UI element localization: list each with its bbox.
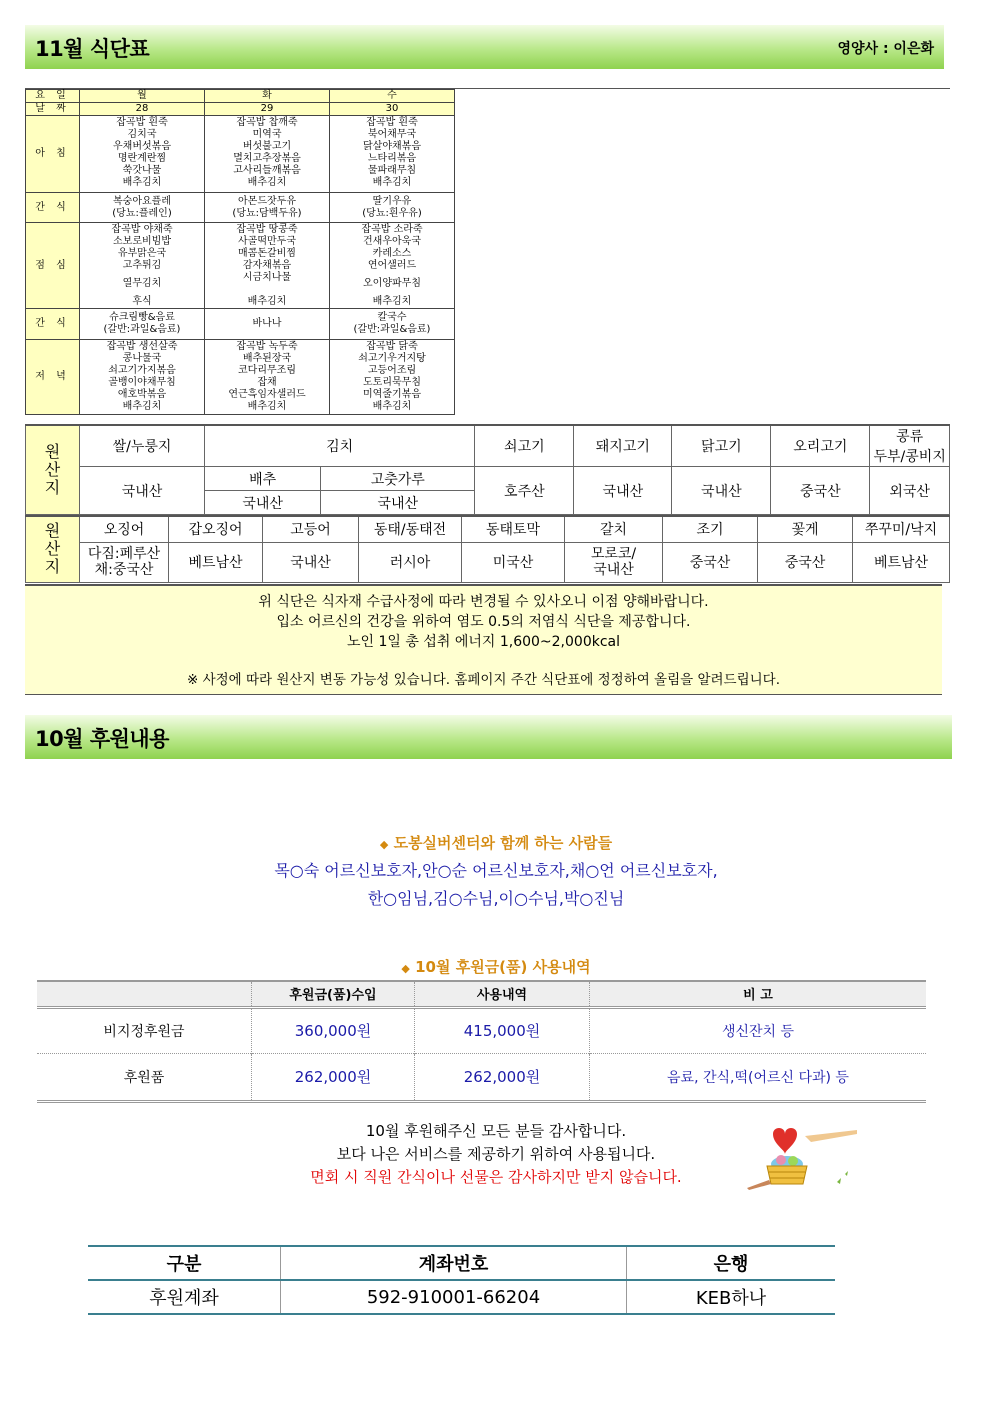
notice-line: 위 식단은 식자재 수급사정에 따라 변경될 수 있사오니 이점 양해바랍니다.: [258, 594, 709, 610]
account-col-header: 은행: [627, 1246, 836, 1280]
donation-col-header: [37, 981, 252, 1007]
origin-item-value: 베트남산: [853, 542, 950, 582]
meal-label-dinner: 저 녁: [26, 340, 80, 415]
origin-item-name: 쭈꾸미/낙지: [853, 516, 950, 542]
day-mon: 월: [80, 90, 205, 103]
notice-line: 노인 1일 총 섭취 에너지 1,600~2,000kcal: [346, 634, 621, 650]
notice-line: 입소 어르신의 건강을 위하여 염도 0.5의 저염식 식단을 제공합니다.: [276, 614, 691, 630]
origin-item-name: 갑오징어: [169, 516, 263, 542]
origin-table-meat: [25, 424, 950, 515]
meal-cell: 잡곡밥 찹깨죽 미역국 버섯불고기 멸치고추장볶음 고사리들깨볶음 배추김치: [205, 116, 330, 193]
support-header-banner: [25, 715, 952, 759]
donation-table: [37, 980, 926, 1103]
origin-item-name: 돼지고기: [574, 425, 672, 467]
origin-kimchi-cabbage-value: 국내산: [205, 491, 321, 515]
meal-cell: 잡곡밥 땅콩죽 사골떡만두국 매콤돈갈비찜 감자채볶음 시금치나물 배추김치: [205, 223, 330, 309]
meal-cell: 잡곡밥 야채죽 소보로비빔밥 유부맑은국 고추튀김 열무김치 후식: [80, 223, 205, 309]
day-label: 요 일: [26, 90, 80, 103]
meal-cell: 잡곡밥 닭죽 쇠고기우거지탕 고등어조림 도토리묵무침 미역줄기볶음 배추김치: [330, 340, 455, 415]
origin-item-value: 국내산: [574, 467, 672, 515]
thanks-line: 보다 나은 서비스를 제공하기 위하여 사용됩니다.: [336, 1145, 656, 1163]
meal-cell: 슈크림빵&음료 (갈반:과일&음료): [80, 309, 205, 340]
section-title: 10월 후원내용: [35, 727, 169, 751]
thanks-line: 면회 시 직원 간식이나 선물은 감사하지만 받지 않습니다.: [310, 1168, 682, 1186]
notice-line: ※ 사정에 따라 원산지 변동 가능성 있습니다. 홈페이지 주간 식단표에 정정하여 올림을 알려드립니다.: [186, 672, 781, 688]
meal-cell: 잡곡밥 생선살죽 콩나물국 쇠고기가지볶음 골뱅이야채무침 애호박볶음 배추김치: [80, 340, 205, 415]
donation-col-header: 사용내역: [415, 981, 590, 1007]
date-tue: 29: [205, 103, 330, 116]
donation-note: 음료, 간식,떡(어르신 다과) 등: [590, 1053, 927, 1101]
account-col-header: 구분: [166, 1254, 202, 1275]
origin-item-name: 닭고기: [672, 425, 771, 467]
origin-item-name: 오리고기: [771, 425, 870, 467]
diamond-bullet-icon: ◆: [401, 962, 410, 975]
origin-bean-value: 외국산: [870, 467, 950, 515]
account-table: [88, 1245, 835, 1315]
origin-bean-name: 콩류 두부/콩비지: [870, 425, 950, 467]
day-wed: 수: [330, 90, 455, 103]
account-type: 후원계좌: [149, 1288, 219, 1309]
origin-rice-value: 국내산: [80, 467, 205, 515]
origin-item-name: 고등어: [263, 516, 359, 542]
donation-note: 생신잔치 등: [590, 1007, 927, 1053]
origin-item-name: 오징어: [80, 516, 169, 542]
donation-heading: ◆ 10월 후원금(품) 사용내역: [401, 958, 591, 976]
meal-label-snack-pm: 간 식: [26, 309, 80, 340]
origin-item-value: 중국산: [771, 467, 870, 515]
meal-cell: 아몬드잣두유 (당뇨:담백두유): [205, 193, 330, 223]
origin-side-label: 원 산 지: [26, 516, 80, 582]
donation-income: 262,000원: [252, 1053, 415, 1101]
origin-item-name: 조기: [663, 516, 758, 542]
origin-item-value: 국내산: [263, 542, 359, 582]
diamond-bullet-icon: ◆: [379, 838, 389, 851]
account-bank: KEB하나: [627, 1280, 836, 1314]
account-number: 592-910001-66204: [281, 1280, 627, 1314]
meal-label-snack-am: 간 식: [26, 193, 80, 223]
day-tue: 화: [205, 90, 330, 103]
meal-table: [25, 89, 455, 415]
menu-notice: [25, 584, 942, 695]
meal-cell: 바나나: [205, 309, 330, 340]
donation-row-label: 후원품: [123, 1069, 165, 1086]
origin-item-value: 다짐:페루산 채:중국산: [80, 542, 169, 582]
origin-kimchi-cabbage: 배추: [205, 467, 321, 491]
meal-cell: 잡곡밥 소라죽 건새우아욱국 카레소스 연어샐러드 오이양파무침 배추김치: [330, 223, 455, 309]
date-mon: 28: [80, 103, 205, 116]
supporters-line: 목○숙 어르신보호자,안○순 어르신보호자,채○언 어르신보호자,: [274, 861, 718, 880]
origin-item-value: 미국산: [462, 542, 565, 582]
date-wed: 30: [330, 103, 455, 116]
meal-cell: 딸기우유 (당뇨:흰우유): [330, 193, 455, 223]
account-col-header: 계좌번호: [281, 1246, 627, 1280]
dietitian-label: 영양사 : 이은화: [837, 41, 934, 57]
date-label: 날 짜: [26, 103, 80, 116]
origin-item-value: 중국산: [663, 542, 758, 582]
donation-usage: 262,000원: [415, 1053, 590, 1101]
origin-rice-name: 쌀/누룽지: [80, 425, 205, 467]
origin-item-name: 동태/동태전: [359, 516, 462, 542]
origin-item-name: 쇠고기: [475, 425, 574, 467]
donation-col-header: 비 고: [590, 981, 927, 1007]
origin-item-value: 베트남산: [169, 542, 263, 582]
meal-cell: 복숭아요플레 (당뇨:플레인): [80, 193, 205, 223]
origin-kimchi-name: 김치: [205, 425, 475, 467]
origin-item-name: 갈치: [565, 516, 663, 542]
supporters-heading: ◆ 도봉실버센터와 함께 하는 사람들: [379, 834, 613, 852]
origin-item-value: 러시아: [359, 542, 462, 582]
meal-label-breakfast: 아 침: [26, 116, 80, 193]
origin-kimchi-pepper: 고춧가루: [321, 467, 475, 491]
meal-label-lunch: 점 심: [26, 223, 80, 309]
donation-col-header: 후원금(품)수입: [252, 981, 415, 1007]
donation-income: 360,000원: [252, 1007, 415, 1053]
origin-item-name: 동태토막: [462, 516, 565, 542]
origin-table-seafood: [25, 515, 950, 583]
page-title: 11월 식단표: [35, 37, 150, 61]
meal-cell: 잡곡밥 녹두죽 배추된장국 코다리무조림 잡채 연근흑임자샐러드 배추김치: [205, 340, 330, 415]
gift-basket-illustration: [745, 1124, 860, 1192]
origin-item-name: 꽃게: [758, 516, 853, 542]
origin-item-value: 국내산: [672, 467, 771, 515]
origin-item-value: 중국산: [758, 542, 853, 582]
origin-side-label: 원 산 지: [26, 425, 80, 515]
origin-item-value: 호주산: [475, 467, 574, 515]
origin-item-value: 모로코/ 국내산: [565, 542, 663, 582]
thanks-line: 10월 후원해주신 모든 분들 감사합니다.: [365, 1122, 627, 1140]
donation-usage: 415,000원: [415, 1007, 590, 1053]
origin-kimchi-pepper-value: 국내산: [321, 491, 475, 515]
menu-header-banner: [25, 25, 944, 69]
supporters-line: 한○임님,김○수님,이○수님,박○진님: [367, 889, 625, 908]
meal-cell: 잡곡밥 흰죽 김치국 우채버섯볶음 명란계란찜 쑥갓나물 배추김치: [80, 116, 205, 193]
donation-row-label: 비지정후원금: [103, 1023, 185, 1040]
meal-cell: 잡곡밥 흰죽 북어채무국 닭살야채볶음 느타리볶음 물파래무침 배추김치: [330, 116, 455, 193]
meal-cell: 칼국수 (갈반:과일&음료): [330, 309, 455, 340]
